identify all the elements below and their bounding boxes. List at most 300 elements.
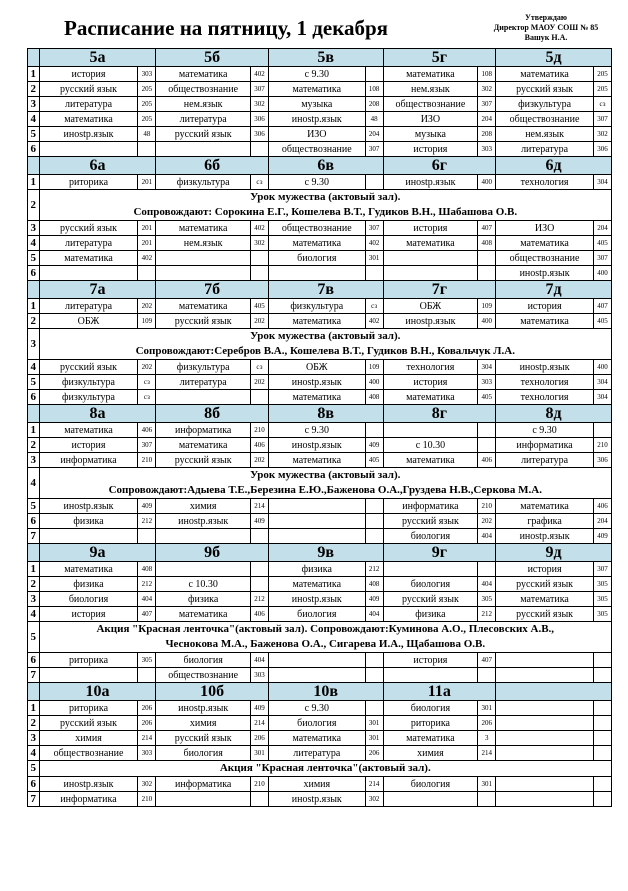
room-cell: 304 <box>594 390 612 405</box>
header-spacer <box>28 157 40 175</box>
room-cell: 301 <box>365 731 383 746</box>
subject-cell: химия <box>268 777 365 792</box>
subject-cell: с 9.30 <box>268 67 365 82</box>
room-cell <box>251 577 269 592</box>
lesson-row <box>28 423 612 438</box>
room-cell: 206 <box>138 701 156 716</box>
subject-cell: инostр.язык <box>268 792 365 807</box>
room-cell: 48 <box>138 127 156 142</box>
class-name <box>496 683 612 701</box>
lesson-number: 6 <box>28 777 40 792</box>
subject-cell: инostр.язык <box>156 514 251 529</box>
subject-cell: физкультура <box>39 390 138 405</box>
subject-cell: инostр.язык <box>39 777 138 792</box>
lesson-number: 7 <box>28 529 40 544</box>
room-cell: 206 <box>478 716 496 731</box>
subject-cell: биология <box>268 607 365 622</box>
subject-cell: математика <box>496 236 594 251</box>
lesson-row <box>28 266 612 281</box>
lesson-row <box>28 175 612 190</box>
approval-stamp <box>490 13 602 43</box>
subject-cell: нем.язык <box>383 82 478 97</box>
room-cell: 302 <box>251 236 269 251</box>
header-spacer <box>28 281 40 299</box>
subject-cell: история <box>39 607 138 622</box>
lesson-number: 5 <box>28 127 40 142</box>
room-cell: 301 <box>365 251 383 266</box>
subject-cell: биология <box>383 777 478 792</box>
lesson-number: 7 <box>28 668 40 683</box>
lesson-row <box>28 112 612 127</box>
subject-cell: математика <box>268 453 365 468</box>
room-cell: 214 <box>251 499 269 514</box>
room-cell: 3 <box>478 731 496 746</box>
lesson-row <box>28 514 612 529</box>
subject-cell: ИЗО <box>383 112 478 127</box>
room-cell: 205 <box>594 67 612 82</box>
lesson-number: 2 <box>28 82 40 97</box>
subject-cell: биология <box>156 653 251 668</box>
subject-cell <box>156 251 251 266</box>
subject-cell <box>156 562 251 577</box>
room-cell: 405 <box>365 453 383 468</box>
room-cell: 409 <box>365 438 383 453</box>
class-name: 10б <box>156 683 269 701</box>
subject-cell: информатика <box>156 423 251 438</box>
lesson-row <box>28 761 612 777</box>
room-cell: 208 <box>365 97 383 112</box>
room-cell: 210 <box>138 792 156 807</box>
lesson-row <box>28 67 612 82</box>
lesson-number: 2 <box>28 716 40 731</box>
subject-cell <box>156 142 251 157</box>
class-name: 7г <box>383 281 496 299</box>
subject-cell: технология <box>496 175 594 190</box>
subject-cell: биология <box>39 592 138 607</box>
class-name: 9а <box>39 544 156 562</box>
event-note-line: Сопровождают:Серебров В.А., Кошелева В.Т., Гудиков В.Н., Ковальчук Л.А. <box>135 345 515 357</box>
subject-cell: инostр.язык <box>268 112 365 127</box>
room-cell <box>594 668 612 683</box>
subject-cell <box>496 653 594 668</box>
room-cell <box>251 562 269 577</box>
subject-cell: инostр.язык <box>496 360 594 375</box>
room-cell: 302 <box>365 792 383 807</box>
subject-cell: литература <box>156 375 251 390</box>
class-name: 9б <box>156 544 269 562</box>
subject-cell: инostр.язык <box>383 175 478 190</box>
class-header-row <box>28 544 612 562</box>
subject-cell: с 9.30 <box>496 423 594 438</box>
subject-cell: биология <box>268 251 365 266</box>
subject-cell: химия <box>39 731 138 746</box>
room-cell: 212 <box>478 607 496 622</box>
subject-cell: обществознание <box>496 112 594 127</box>
room-cell: 402 <box>251 67 269 82</box>
subject-cell <box>383 792 478 807</box>
subject-cell: литература <box>39 97 138 112</box>
lesson-row <box>28 701 612 716</box>
room-cell: 406 <box>251 438 269 453</box>
room-cell: 408 <box>365 577 383 592</box>
room-cell <box>478 423 496 438</box>
event-note-line: Акция "Красная ленточка"(актовый зал). Сопровождают:Куминова А.О., Плесовских А.В., <box>96 623 555 635</box>
room-cell: 48 <box>365 112 383 127</box>
lesson-number: 5 <box>28 499 40 514</box>
room-cell: 109 <box>478 299 496 314</box>
room-cell: 108 <box>365 82 383 97</box>
subject-cell: математика <box>268 731 365 746</box>
room-cell: 402 <box>365 314 383 329</box>
subject-cell: риторика <box>39 701 138 716</box>
lesson-row <box>28 360 612 375</box>
subject-cell: математика <box>383 453 478 468</box>
room-cell: 306 <box>251 127 269 142</box>
subject-cell <box>39 266 138 281</box>
lesson-number: 1 <box>28 701 40 716</box>
room-cell: 307 <box>365 142 383 157</box>
room-cell: 206 <box>138 716 156 731</box>
subject-cell: с 10.30 <box>383 438 478 453</box>
room-cell <box>478 266 496 281</box>
room-cell: 306 <box>594 142 612 157</box>
room-cell: 406 <box>594 499 612 514</box>
room-cell: 206 <box>365 746 383 761</box>
subject-cell <box>268 266 365 281</box>
subject-cell <box>156 529 251 544</box>
room-cell: 306 <box>594 453 612 468</box>
room-cell: 204 <box>478 112 496 127</box>
lesson-row <box>28 653 612 668</box>
class-name: 9г <box>383 544 496 562</box>
subject-cell: математика <box>156 299 251 314</box>
lesson-number: 5 <box>28 622 40 653</box>
lesson-number: 3 <box>28 453 40 468</box>
subject-cell: технология <box>383 360 478 375</box>
header-spacer <box>28 544 40 562</box>
subject-cell: биология <box>383 529 478 544</box>
room-cell: 202 <box>138 299 156 314</box>
subject-cell: информатика <box>383 499 478 514</box>
event-note-line: Сопровождают: Сорокина Е.Г., Кошелева В.Т., Гудиков В.Н., Шабашова О.В. <box>133 206 518 218</box>
room-cell: сз <box>251 175 269 190</box>
class-name: 7а <box>39 281 156 299</box>
subject-cell: русский язык <box>383 514 478 529</box>
room-cell: 109 <box>365 360 383 375</box>
room-cell: 205 <box>138 112 156 127</box>
event-note-line: Урок мужества (актовый зал). <box>250 330 401 342</box>
room-cell: 305 <box>594 592 612 607</box>
class-header-row <box>28 683 612 701</box>
subject-cell: русский язык <box>496 607 594 622</box>
lesson-row <box>28 438 612 453</box>
subject-cell: биология <box>383 701 478 716</box>
room-cell: 204 <box>594 221 612 236</box>
subject-cell <box>156 792 251 807</box>
class-name: 8в <box>268 405 383 423</box>
subject-cell: ОБЖ <box>383 299 478 314</box>
subject-cell: риторика <box>39 175 138 190</box>
lesson-number: 2 <box>28 577 40 592</box>
room-cell: 202 <box>478 514 496 529</box>
subject-cell: обществознание <box>268 142 365 157</box>
subject-cell: нем.язык <box>156 97 251 112</box>
lesson-row <box>28 746 612 761</box>
subject-cell: математика <box>39 251 138 266</box>
class-name: 10в <box>268 683 383 701</box>
subject-cell: физика <box>39 577 138 592</box>
room-cell: 304 <box>478 360 496 375</box>
room-cell: 305 <box>478 592 496 607</box>
class-name: 6г <box>383 157 496 175</box>
room-cell: сз <box>138 390 156 405</box>
subject-cell: история <box>39 67 138 82</box>
class-name: 10а <box>39 683 156 701</box>
subject-cell: литература <box>39 299 138 314</box>
subject-cell: математика <box>268 82 365 97</box>
room-cell <box>594 423 612 438</box>
subject-cell: инostр.язык <box>268 438 365 453</box>
lesson-number: 5 <box>28 251 40 266</box>
subject-cell: обществознание <box>496 251 594 266</box>
subject-cell: биология <box>156 746 251 761</box>
subject-cell: математика <box>268 577 365 592</box>
room-cell: 208 <box>478 127 496 142</box>
subject-cell <box>496 716 594 731</box>
subject-cell: математика <box>39 423 138 438</box>
lesson-row <box>28 792 612 807</box>
lesson-row <box>28 577 612 592</box>
room-cell <box>251 390 269 405</box>
subject-cell: русский язык <box>156 127 251 142</box>
room-cell <box>365 701 383 716</box>
approval-line: Вашук Н.А. <box>524 33 568 42</box>
subject-cell: биология <box>268 716 365 731</box>
lesson-number: 4 <box>28 360 40 375</box>
room-cell: 205 <box>138 82 156 97</box>
lesson-row <box>28 777 612 792</box>
room-cell: 307 <box>365 221 383 236</box>
room-cell: 303 <box>138 746 156 761</box>
subject-cell: физкультура <box>156 360 251 375</box>
subject-cell: информатика <box>39 453 138 468</box>
class-name: 8д <box>496 405 612 423</box>
event-note <box>39 190 611 221</box>
subject-cell <box>39 142 138 157</box>
room-cell <box>365 175 383 190</box>
room-cell: 214 <box>365 777 383 792</box>
room-cell: 202 <box>251 375 269 390</box>
room-cell: 400 <box>594 266 612 281</box>
subject-cell: технология <box>496 390 594 405</box>
lesson-row <box>28 592 612 607</box>
subject-cell: инostр.язык <box>496 266 594 281</box>
room-cell: 301 <box>478 701 496 716</box>
room-cell: 408 <box>138 562 156 577</box>
room-cell: 305 <box>138 653 156 668</box>
room-cell <box>594 701 612 716</box>
lesson-row <box>28 127 612 142</box>
event-note <box>39 329 611 360</box>
room-cell: 301 <box>251 746 269 761</box>
subject-cell: инostр.язык <box>268 592 365 607</box>
subject-cell: с 9.30 <box>268 701 365 716</box>
subject-cell: технология <box>496 375 594 390</box>
room-cell: 404 <box>478 577 496 592</box>
lesson-number: 3 <box>28 731 40 746</box>
room-cell: 408 <box>478 236 496 251</box>
class-name: 5д <box>496 49 612 67</box>
lesson-number: 1 <box>28 299 40 314</box>
subject-cell: русский язык <box>39 82 138 97</box>
room-cell: 205 <box>594 82 612 97</box>
room-cell: 210 <box>594 438 612 453</box>
room-cell: 212 <box>138 514 156 529</box>
room-cell: 303 <box>478 375 496 390</box>
room-cell: 201 <box>138 236 156 251</box>
room-cell: сз <box>365 299 383 314</box>
subject-cell: инostр.язык <box>39 127 138 142</box>
room-cell: 301 <box>478 777 496 792</box>
subject-cell: физкультура <box>39 375 138 390</box>
subject-cell: ИЗО <box>268 127 365 142</box>
room-cell <box>594 653 612 668</box>
lesson-number: 4 <box>28 236 40 251</box>
room-cell: 306 <box>251 112 269 127</box>
subject-cell: русский язык <box>156 453 251 468</box>
room-cell: 304 <box>594 175 612 190</box>
room-cell: 400 <box>594 360 612 375</box>
subject-cell <box>496 792 594 807</box>
lesson-number: 3 <box>28 329 40 360</box>
subject-cell: математика <box>156 607 251 622</box>
subject-cell: с 9.30 <box>268 175 365 190</box>
room-cell: 404 <box>478 529 496 544</box>
room-cell <box>478 562 496 577</box>
room-cell <box>251 792 269 807</box>
subject-cell: история <box>383 375 478 390</box>
room-cell <box>478 251 496 266</box>
room-cell <box>251 142 269 157</box>
subject-cell: химия <box>156 499 251 514</box>
subject-cell: физика <box>39 514 138 529</box>
room-cell: 109 <box>138 314 156 329</box>
subject-cell: музыка <box>268 97 365 112</box>
lesson-row <box>28 607 612 622</box>
room-cell <box>365 423 383 438</box>
class-header-row <box>28 405 612 423</box>
subject-cell <box>268 668 365 683</box>
room-cell: 303 <box>138 67 156 82</box>
event-note <box>39 468 611 499</box>
room-cell: 400 <box>478 314 496 329</box>
subject-cell: обществознание <box>156 82 251 97</box>
event-note-line: Сопровождают:Адыева Т.Е.,Березина Е.Ю.,Баженова О.А.,Груздева Н.В.,Серкова М.А. <box>108 484 542 496</box>
room-cell: 305 <box>594 607 612 622</box>
subject-cell: математика <box>383 731 478 746</box>
room-cell: 303 <box>251 668 269 683</box>
lesson-row <box>28 562 612 577</box>
room-cell: 402 <box>138 251 156 266</box>
lesson-number: 4 <box>28 468 40 499</box>
class-name: 8г <box>383 405 496 423</box>
subject-cell: история <box>383 142 478 157</box>
room-cell: 201 <box>138 221 156 236</box>
room-cell: 205 <box>138 97 156 112</box>
class-name: 5г <box>383 49 496 67</box>
room-cell: 409 <box>365 592 383 607</box>
subject-cell: русский язык <box>156 731 251 746</box>
lesson-number: 5 <box>28 761 40 777</box>
lesson-number: 6 <box>28 653 40 668</box>
room-cell: 204 <box>365 127 383 142</box>
subject-cell: нем.язык <box>156 236 251 251</box>
schedule-table <box>27 48 612 807</box>
room-cell <box>251 251 269 266</box>
room-cell: 405 <box>478 390 496 405</box>
lesson-row <box>28 221 612 236</box>
subject-cell: история <box>496 562 594 577</box>
header-spacer <box>28 49 40 67</box>
room-cell <box>478 668 496 683</box>
subject-cell: математика <box>268 390 365 405</box>
subject-cell: история <box>496 299 594 314</box>
subject-cell <box>268 653 365 668</box>
room-cell <box>478 438 496 453</box>
lesson-row <box>28 499 612 514</box>
room-cell: 302 <box>478 82 496 97</box>
room-cell <box>478 792 496 807</box>
room-cell <box>251 529 269 544</box>
room-cell: 212 <box>251 592 269 607</box>
class-name: 7в <box>268 281 383 299</box>
room-cell <box>138 668 156 683</box>
subject-cell <box>268 529 365 544</box>
subject-cell: инostр.язык <box>39 499 138 514</box>
room-cell: 202 <box>251 453 269 468</box>
room-cell: 407 <box>594 299 612 314</box>
subject-cell <box>39 668 138 683</box>
room-cell: 405 <box>594 236 612 251</box>
room-cell: 305 <box>594 577 612 592</box>
subject-cell <box>383 423 478 438</box>
class-header-row <box>28 281 612 299</box>
class-name: 6д <box>496 157 612 175</box>
room-cell: 301 <box>365 716 383 731</box>
subject-cell <box>383 266 478 281</box>
room-cell <box>365 653 383 668</box>
room-cell: 400 <box>365 375 383 390</box>
lesson-number: 3 <box>28 592 40 607</box>
event-note-line: Урок мужества (актовый зал). <box>250 469 401 481</box>
header-spacer <box>28 405 40 423</box>
subject-cell <box>39 529 138 544</box>
subject-cell: физкультура <box>496 97 594 112</box>
room-cell <box>594 746 612 761</box>
class-name: 8а <box>39 405 156 423</box>
subject-cell: биология <box>383 577 478 592</box>
subject-cell: физика <box>156 592 251 607</box>
lesson-row <box>28 622 612 653</box>
subject-cell: инostр.язык <box>268 375 365 390</box>
lesson-row <box>28 251 612 266</box>
lesson-row <box>28 236 612 251</box>
room-cell: 407 <box>478 221 496 236</box>
subject-cell: русский язык <box>496 577 594 592</box>
subject-cell: обществознание <box>156 668 251 683</box>
lesson-row <box>28 190 612 221</box>
room-cell: 204 <box>594 514 612 529</box>
